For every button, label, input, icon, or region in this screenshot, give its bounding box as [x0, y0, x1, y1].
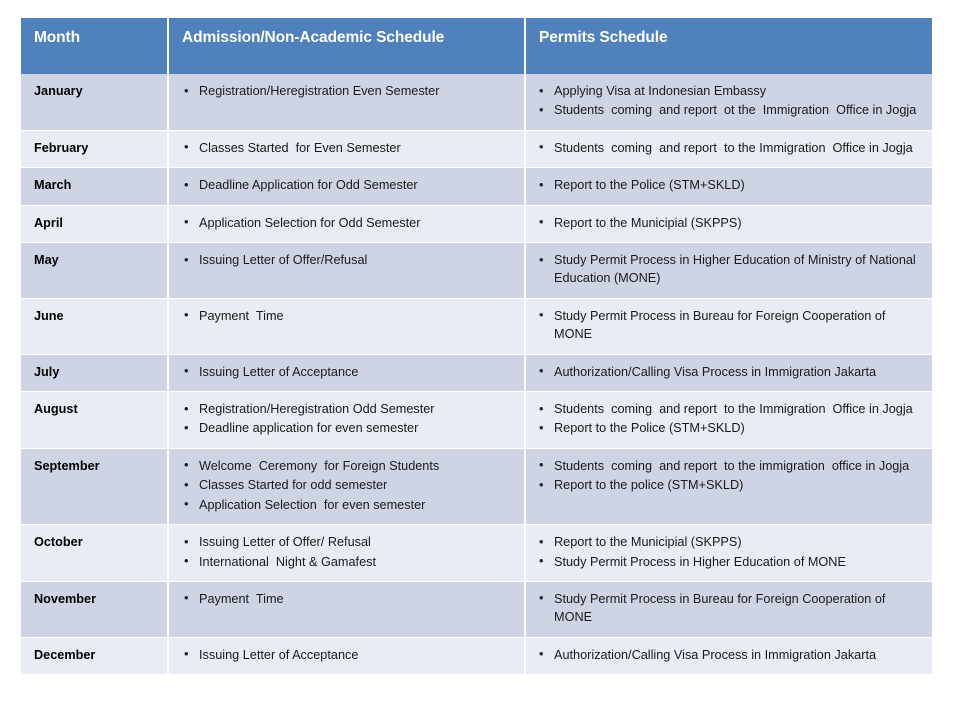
month-cell: August [21, 392, 168, 449]
table-row [21, 130, 932, 167]
admission-item: • Classes Started for Even Semester [179, 139, 514, 157]
month-cell: December [21, 637, 168, 674]
table-body [21, 74, 932, 675]
permits-item: • Students coming and report to the Immigration Office in Jogja [536, 139, 922, 157]
month-cell: March [21, 168, 168, 205]
permits-item: • Study Permit Process in Higher Education of MONE [536, 553, 922, 571]
permits-list [536, 307, 922, 344]
permits-item: • Report to the Police (STM+SKLD) [536, 419, 922, 437]
permits-cell [525, 448, 932, 524]
admission-list [179, 214, 514, 232]
permits-item: • Report to the Municipial (SKPPS) [536, 214, 922, 232]
admission-cell [168, 637, 525, 674]
permits-cell [525, 74, 932, 130]
admission-cell [168, 354, 525, 391]
month-cell: June [21, 298, 168, 354]
admission-cell [168, 168, 525, 205]
permits-list [536, 363, 922, 381]
permits-cell [525, 168, 932, 205]
schedule-table-container [21, 18, 932, 675]
table-row [21, 637, 932, 674]
permits-cell [525, 581, 932, 637]
permits-item: • Study Permit Process in Higher Education of Ministry of National Education (MONE) [536, 251, 922, 288]
admission-cell [168, 392, 525, 449]
table-row [21, 448, 932, 524]
table-row [21, 525, 932, 582]
admission-item: • Application Selection for even semester [179, 496, 514, 514]
permits-item: • Report to the police (STM+SKLD) [536, 476, 922, 494]
admission-item: • Deadline application for even semester [179, 419, 514, 437]
permits-item: • Students coming and report to the immigration office in Jogja [536, 457, 922, 475]
month-cell: September [21, 448, 168, 524]
admission-item: • Classes Started for odd semester [179, 476, 514, 494]
month-cell: July [21, 354, 168, 391]
month-cell: May [21, 243, 168, 299]
admission-item: • Issuing Letter of Offer/Refusal [179, 251, 514, 269]
permits-item: • Report to the Police (STM+SKLD) [536, 176, 922, 194]
table-header-row [21, 18, 932, 74]
table-row [21, 581, 932, 637]
permits-list [536, 251, 922, 288]
column-header-admission: Admission/Non-Academic Schedule [168, 18, 525, 74]
admission-item: • Registration/Heregistration Even Semester [179, 82, 514, 100]
admission-cell [168, 581, 525, 637]
admission-cell [168, 525, 525, 582]
permits-list [536, 139, 922, 157]
admission-list [179, 176, 514, 194]
permits-item: • Authorization/Calling Visa Process in Immigration Jakarta [536, 646, 922, 664]
table-header [21, 18, 932, 74]
month-cell: February [21, 130, 168, 167]
permits-item: • Applying Visa at Indonesian Embassy [536, 82, 922, 100]
permits-list [536, 400, 922, 438]
permits-item: • Report to the Municipial (SKPPS) [536, 533, 922, 551]
column-header-month: Month [21, 18, 168, 74]
admission-item: • Deadline Application for Odd Semester [179, 176, 514, 194]
admission-item: • Payment Time [179, 307, 514, 325]
admission-item: • Issuing Letter of Acceptance [179, 646, 514, 664]
permits-cell [525, 205, 932, 242]
admission-list [179, 82, 514, 100]
permits-item: • Students coming and report to the Immigration Office in Jogja [536, 400, 922, 418]
permits-list [536, 214, 922, 232]
admission-item: • Issuing Letter of Acceptance [179, 363, 514, 381]
academic-permits-schedule-table [21, 18, 932, 675]
admission-item: • Registration/Heregistration Odd Semester [179, 400, 514, 418]
permits-item: • Study Permit Process in Bureau for Foreign Cooperation of MONE [536, 590, 922, 627]
table-row [21, 354, 932, 391]
admission-list [179, 251, 514, 269]
admission-item: • International Night & Gamafest [179, 553, 514, 571]
admission-list [179, 457, 514, 514]
admission-item: • Payment Time [179, 590, 514, 608]
permits-cell [525, 130, 932, 167]
permits-list [536, 533, 922, 571]
permits-item: • Students coming and report ot the Immigration Office in Jogja [536, 101, 922, 119]
admission-list [179, 307, 514, 325]
admission-cell [168, 130, 525, 167]
admission-list [179, 363, 514, 381]
permits-item: • Study Permit Process in Bureau for Foreign Cooperation of MONE [536, 307, 922, 344]
admission-list [179, 139, 514, 157]
permits-cell [525, 637, 932, 674]
admission-item: • Welcome Ceremony for Foreign Students [179, 457, 514, 475]
admission-cell [168, 243, 525, 299]
month-cell: October [21, 525, 168, 582]
month-cell: April [21, 205, 168, 242]
permits-item: • Authorization/Calling Visa Process in Immigration Jakarta [536, 363, 922, 381]
permits-list [536, 82, 922, 120]
admission-list [179, 533, 514, 571]
admission-cell [168, 74, 525, 130]
month-cell: January [21, 74, 168, 130]
admission-list [179, 590, 514, 608]
admission-cell [168, 448, 525, 524]
admission-list [179, 400, 514, 438]
month-cell: November [21, 581, 168, 637]
admission-item: • Issuing Letter of Offer/ Refusal [179, 533, 514, 551]
admission-cell [168, 298, 525, 354]
permits-cell [525, 298, 932, 354]
table-row [21, 168, 932, 205]
permits-list [536, 646, 922, 664]
permits-cell [525, 354, 932, 391]
permits-list [536, 590, 922, 627]
permits-cell [525, 243, 932, 299]
table-row [21, 243, 932, 299]
table-row [21, 298, 932, 354]
permits-list [536, 457, 922, 495]
permits-list [536, 176, 922, 194]
admission-cell [168, 205, 525, 242]
permits-cell [525, 525, 932, 582]
admission-list [179, 646, 514, 664]
column-header-permits: Permits Schedule [525, 18, 932, 74]
permits-cell [525, 392, 932, 449]
admission-item: • Application Selection for Odd Semester [179, 214, 514, 232]
table-row [21, 392, 932, 449]
table-row [21, 205, 932, 242]
table-row [21, 74, 932, 130]
